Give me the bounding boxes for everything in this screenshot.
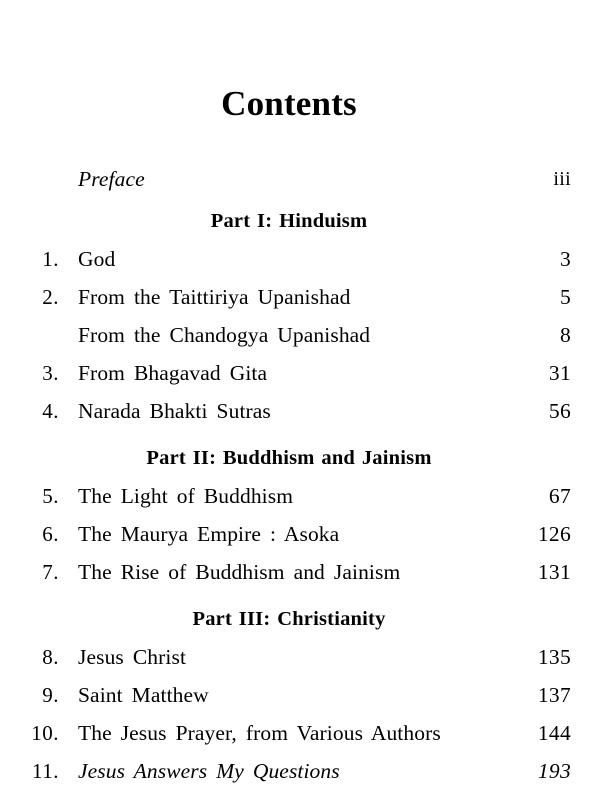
toc-entry-number: 8. [42,645,59,669]
toc-entry-page-number: 126 [537,522,571,546]
toc-entry-number: 9. [42,683,59,707]
toc-list [0,160,600,790]
toc-entry-page-number: 137 [537,683,571,707]
toc-entry-number: 11. [32,759,59,783]
toc-entry[interactable] [0,354,600,392]
toc-entry-page-number: 131 [537,560,571,584]
part-heading: Part I: Hinduism [210,210,368,232]
toc-entry-title: From the Taittiriya Upanishad [78,285,351,309]
toc-entry-title: From Bhagavad Gita [78,361,268,385]
toc-entry-page-number: iii [553,168,571,190]
toc-entry-title: Jesus Answers My Questions [78,759,340,783]
toc-entry-title: Narada Bhakti Sutras [78,399,271,423]
part-heading: Part III: Christianity [192,608,386,630]
toc-entry[interactable] [0,676,600,714]
toc-entry-title: Saint Matthew [78,683,209,707]
toc-entry-number: 6. [42,522,59,546]
toc-entry-label: Preface [78,167,145,191]
toc-entry[interactable] [0,477,600,515]
toc-entry[interactable] [0,714,600,752]
toc-entry-page-number: 144 [537,721,571,745]
toc-entry[interactable] [0,638,600,676]
toc-entry-page-number: 31 [548,361,571,385]
toc-entry-page-number: 56 [548,399,571,423]
toc-entry-title: Jesus Christ [78,645,187,669]
toc-entry-page-number: 135 [537,645,571,669]
toc-entry[interactable] [0,515,600,553]
toc-entry-number: 10. [31,721,59,745]
toc-entry-preface[interactable] [0,160,600,198]
toc-entry-title: The Rise of Buddhism and Jainism [78,560,401,584]
toc-entry[interactable] [0,752,600,790]
toc-entry-title: God [78,247,116,271]
toc-entry-number: 7. [42,560,59,584]
toc-entry-number: 2. [42,285,59,309]
toc-entry[interactable] [0,278,600,316]
page-title: Contents [221,84,357,123]
part-heading: Part II: Buddhism and Jainism [146,447,432,469]
toc-entry-title: The Light of Buddhism [78,484,294,508]
toc-entry-page-number: 193 [537,759,571,783]
toc-entry-number: 3. [42,361,59,385]
spacer [0,591,600,600]
toc-entry-page-number: 3 [559,247,571,271]
toc-entry[interactable] [0,553,600,591]
toc-entry-number: 1. [42,247,59,271]
spacer [0,430,600,439]
toc-entry-page-number: 67 [548,484,571,508]
toc-entry-title: The Jesus Prayer, from Various Authors [78,721,441,745]
toc-entry-continuation[interactable] [0,316,600,354]
toc-entry-title: From the Chandogya Upanishad [78,323,371,347]
toc-entry-title: The Maurya Empire : Asoka [78,522,340,546]
toc-entry-page-number: 5 [559,285,571,309]
toc-entry[interactable] [0,392,600,430]
toc-entry-number: 4. [42,399,59,423]
toc-entry-page-number: 8 [559,323,571,347]
toc-entry[interactable] [0,240,600,278]
toc-entry-number: 5. [42,484,59,508]
